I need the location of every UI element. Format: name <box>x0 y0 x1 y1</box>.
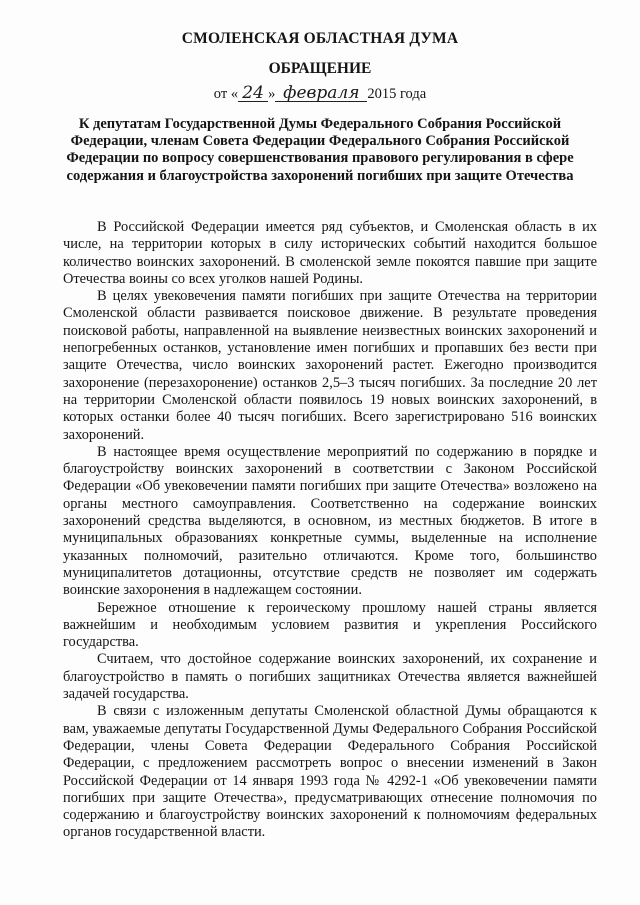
document-type-heading: ОБРАЩЕНИЕ <box>268 60 372 77</box>
organization-title: СМОЛЕНСКАЯ ОБЛАСТНАЯ ДУМА <box>181 30 459 47</box>
date-year: 2015 года <box>367 86 427 102</box>
body-paragraph: В Российской Федерации имеется ряд субъектов, и Смоленская область в их числе, на территории которых в силу исторических событий находится большое количество воинских захоронений. В смоленской земле покоятся павшие при защите Отечества воины со всех уголков нашей Родины. <box>63 219 597 287</box>
body-paragraph: В целях увековечения памяти погибших при защите Отечества на территории Смоленской области развивается поисковое движение. В результате проведения поисковой работы, направленной на выявление неизвестных воинских захоронений и непогребенных останков, установление имен погибших и пропавших без вести при защите Отечества, число воинских захоронений растет. Ежегодно производится захоронение (перезахоронение) останков 2,5–3 тысяч погибших. За последние 20 лет на территории Смоленской области появилось 19 новых воинских захоронений, в которых останки более 40 тысяч погибших. Всего зарегистрировано 516 воинских захоронений. <box>63 288 597 443</box>
body-paragraph: В связи с изложенным депутаты Смоленской областной Думы обращаются к вам, уважаемые депутаты Государственной Думы Федерального Собрания Российской Федерации, члены Совета Федерации Федерального Собрания Российской Федерации, с предложением рассмотреть вопрос о внесении изменений в Закон Российской Федерации от 14 января 1993 года № 4292-1 «Об увековечении памяти погибших при защите Отечества», предусматривающих отнесение полномочия по содержанию и благоустройству воинских захоронений к полномочиям федеральных органов государственной власти. <box>63 703 597 841</box>
handwritten-month: февраля <box>275 86 367 102</box>
addressee-heading: К депутатам Государственной Думы Федерального Собрания Российской Федерации, членам Совета Федерации Федерального Собрания Российской Федерации по вопросу совершенствования правового регулирования в сфере содержания и благоустройства захоронений погибших при защите Отечества <box>66 116 574 184</box>
handwritten-day: 24 <box>238 86 268 102</box>
date-quote-close: » <box>268 86 276 102</box>
document-date <box>0 83 640 103</box>
date-prefix: от <box>213 86 228 102</box>
body-paragraph: В настоящее время осуществление мероприятий по содержанию в порядке и благоустройству воинских захоронений в соответствии с Законом Российской Федерации «Об увековечении памяти погибших при защите Отечества» возложено на органы местного самоуправления. Соответственно на содержание воинских захоронений средства выделяются, в основном, из местных бюджетов. В итоге в муниципальных образованиях конкретные суммы, выделенные на исполнение указанных полномочий, разительно отличаются. Кроме того, большинство муниципалитетов дотационны, отсутствие средств не позволяет им содержать воинские захоронения в надлежащем состоянии. <box>63 443 597 599</box>
body-paragraph: Бережное отношение к героическому прошлому нашей страны является важнейшим и необходимым условием развития и укрепления Российского государства. <box>63 599 597 651</box>
body-paragraph: Считаем, что достойное содержание воинских захоронений, их сохранение и благоустройство в память о погибших защитниках Отечества является важнейшей задачей государства. <box>63 651 597 703</box>
document-body <box>63 219 597 842</box>
date-quote-open: « <box>230 86 239 102</box>
